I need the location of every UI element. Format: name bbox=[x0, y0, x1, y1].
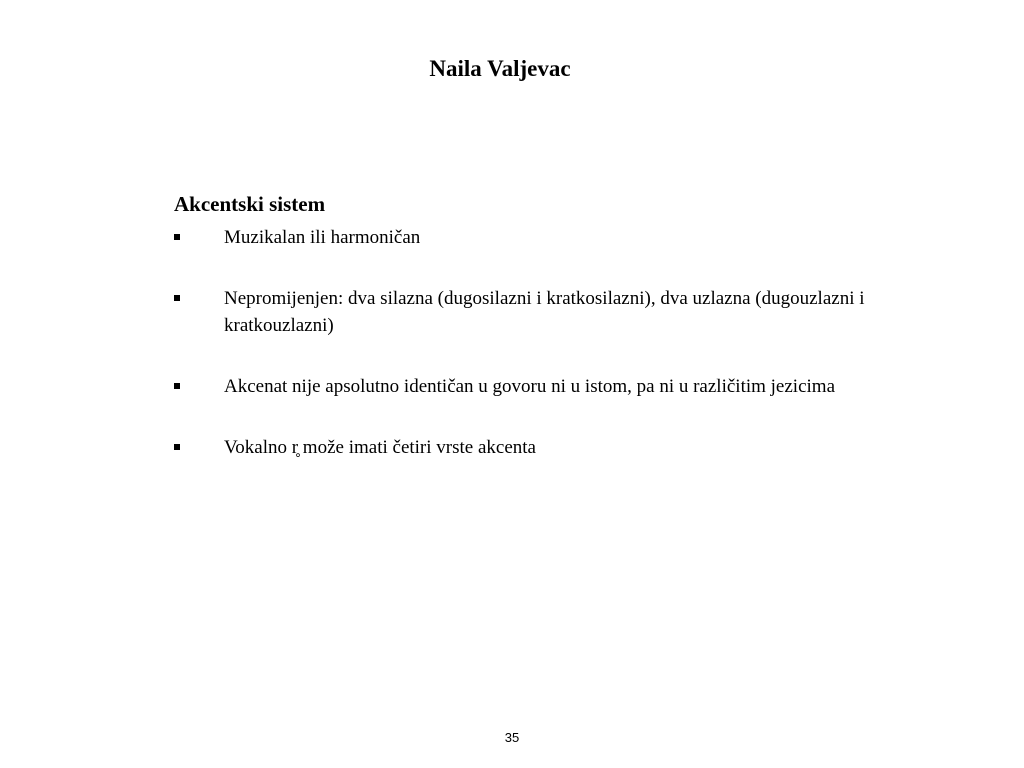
bullet-item bbox=[174, 285, 894, 339]
bullet-item bbox=[174, 434, 894, 461]
bullet-text: Vokalno r̥ može imati četiri vrste akcenta bbox=[224, 437, 536, 458]
bullet-text: Akcenat nije apsolutno identičan u govoru ni u istom, pa ni u različitim jezicima bbox=[224, 376, 836, 397]
bullet-item bbox=[174, 224, 894, 251]
section-title: Akcentski sistem bbox=[174, 192, 326, 216]
square-bullet-icon bbox=[174, 234, 180, 240]
bullet-item bbox=[174, 373, 894, 400]
square-bullet-icon bbox=[174, 295, 180, 301]
bullet-text: Nepromijenjen: dva silazna (dugosilazni i kratkosilazni), dva uzlazna (dugouzlazni i kratkouzlazni) bbox=[224, 288, 865, 336]
square-bullet-icon bbox=[174, 444, 180, 450]
square-bullet-icon bbox=[174, 383, 180, 389]
content-section bbox=[174, 190, 894, 495]
bullet-list bbox=[174, 224, 894, 461]
slide-author-heading: Naila Valjevac bbox=[429, 56, 571, 81]
page-number: 35 bbox=[504, 730, 520, 745]
bullet-text: Muzikalan ili harmoničan bbox=[224, 227, 421, 248]
